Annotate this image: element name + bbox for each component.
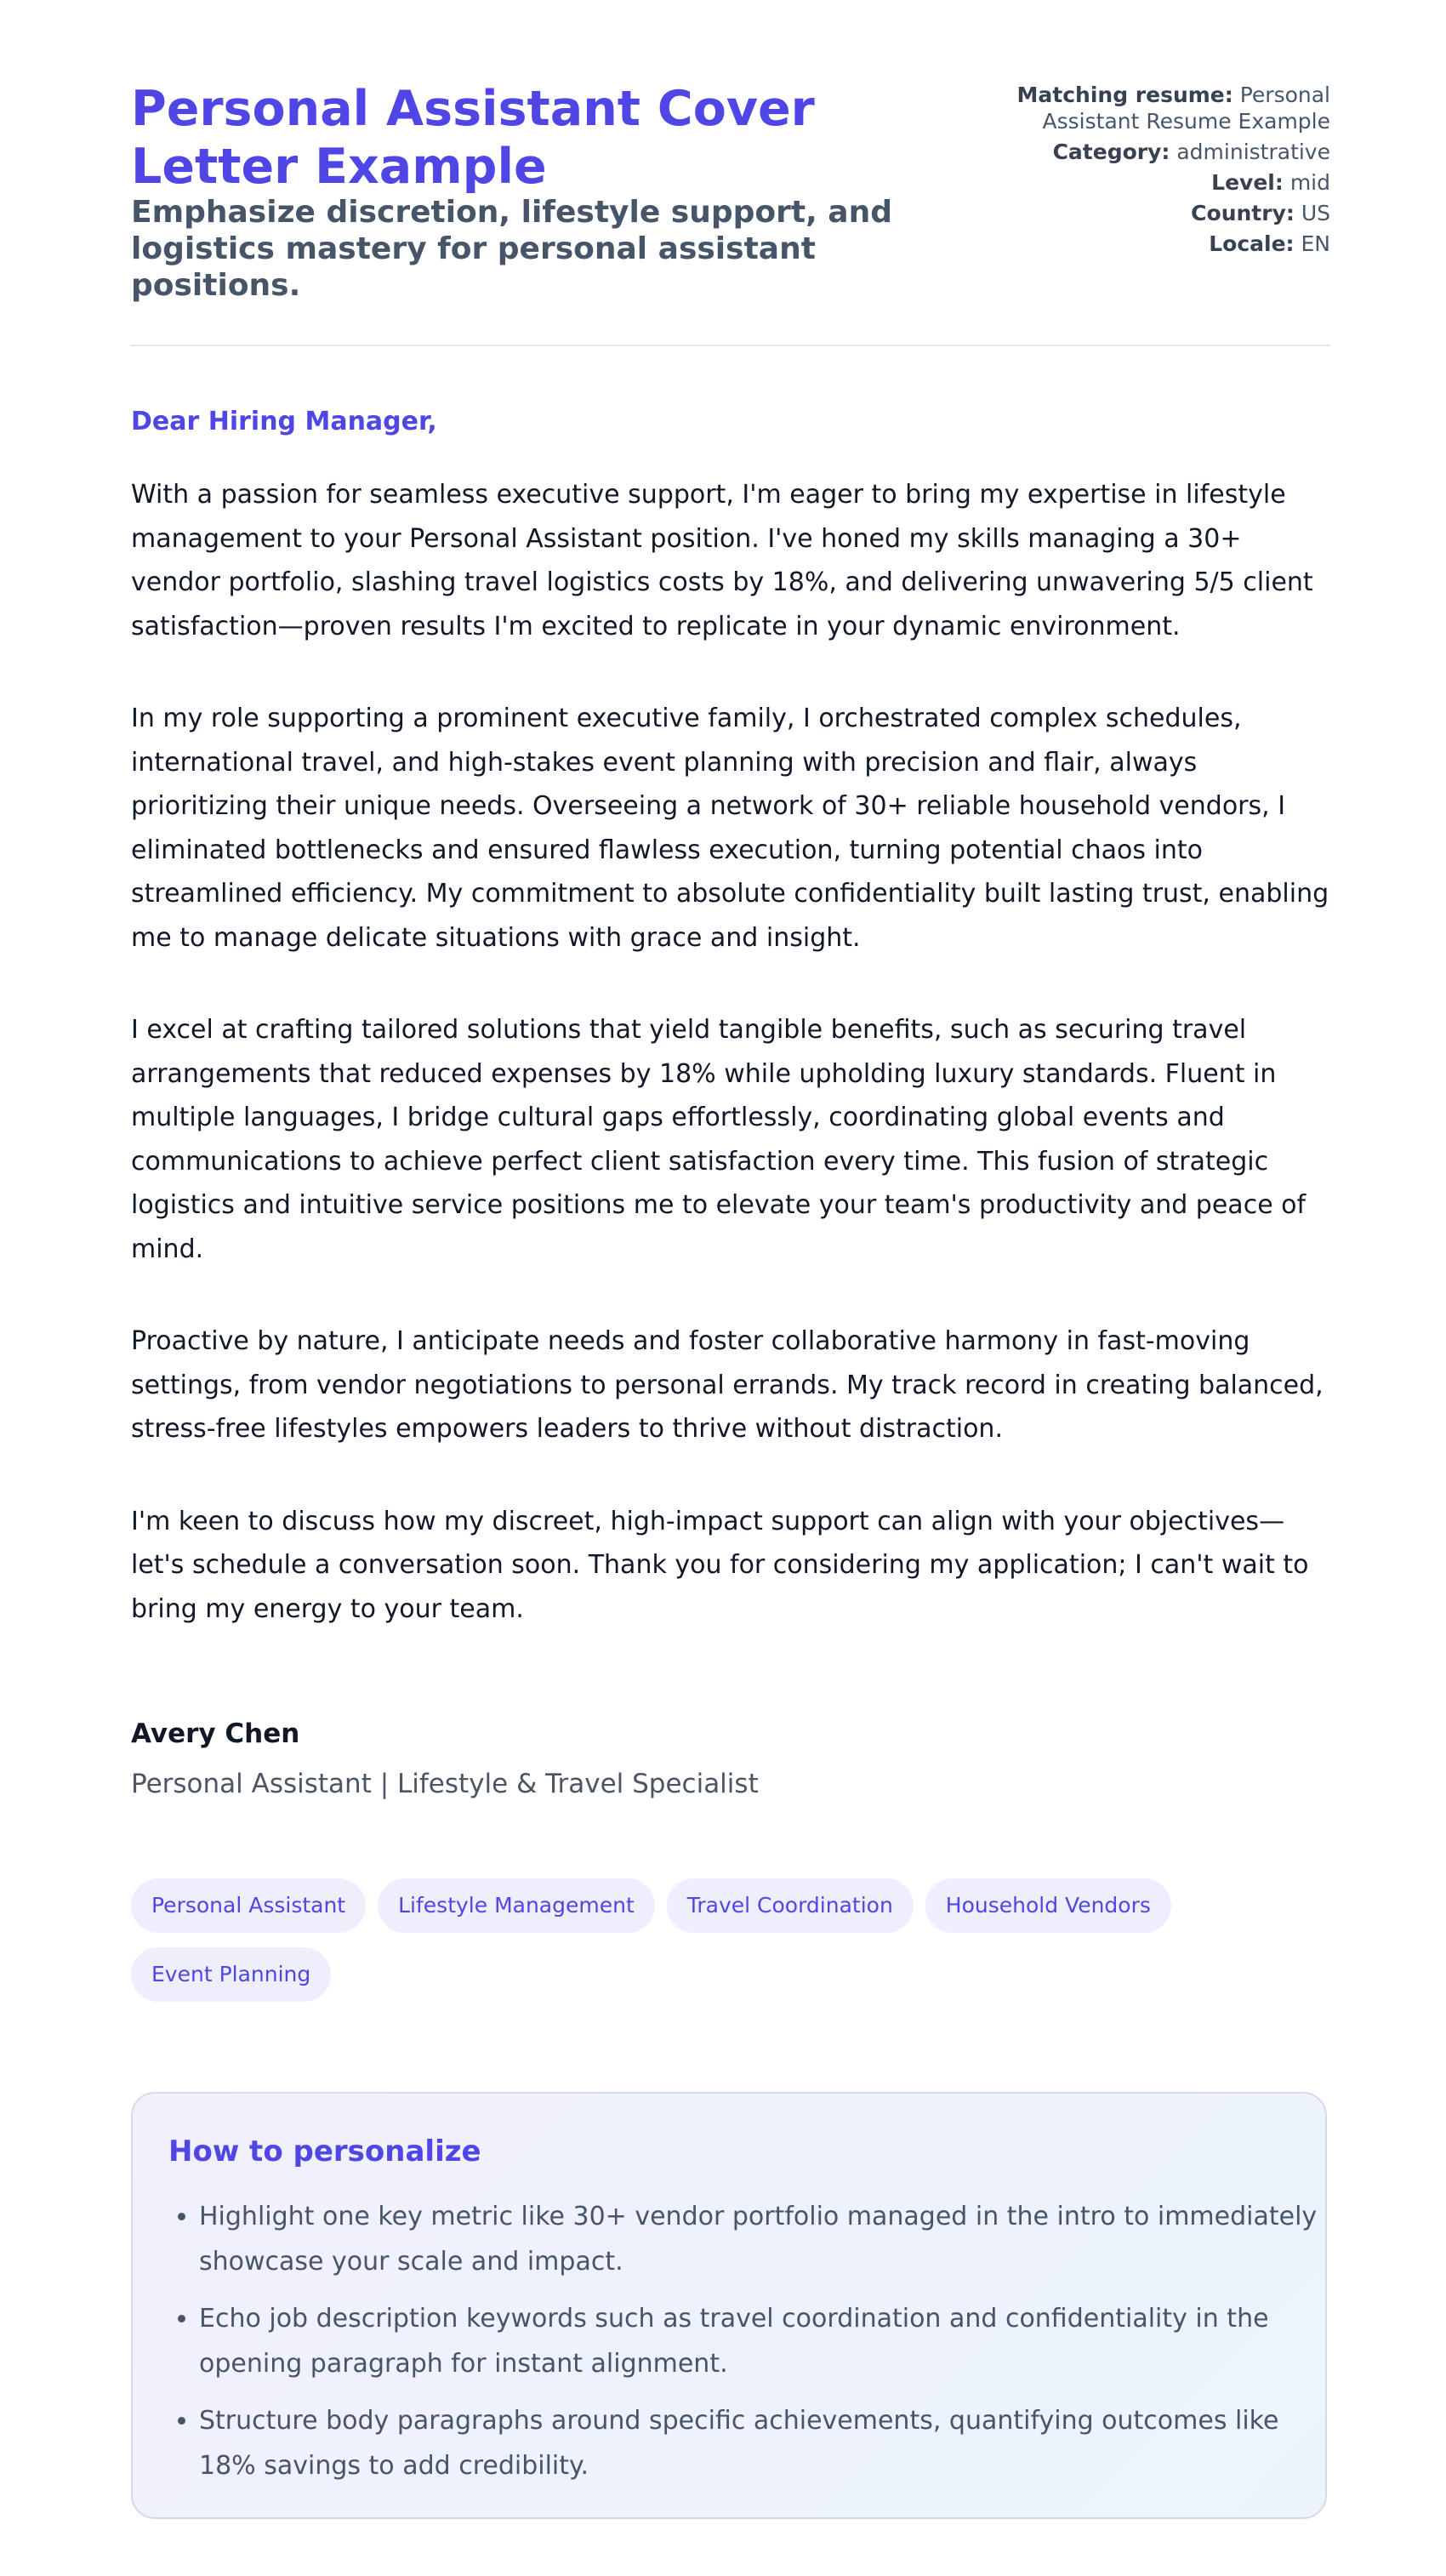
content-column [131, 0, 1330, 2481]
letter-paragraph: In my role supporting a prominent executive family, I orchestrated complex schedules, international travel, and high-stakes event planning with precision and flair, always prioritizing their unique needs. Overseeing a network of 30+ reliable household vendors, I eliminated bottlenecks and ensured flawless execution, turning potential chaos into streamlined efficiency. My commitment to absolute confidentiality built lasting trust, enabling me to manage delicate situations with grace and insight. [131, 704, 1329, 953]
meta-value: EN [1301, 231, 1330, 256]
letter-paragraph: I excel at crafting tailored solutions that yield tangible benefits, such as securing travel arrangements that reduced expenses by 18% while upholding luxury standards. Fluent in multiple languages, I bridge cultural gaps effortlessly, coordinating global events and communications to achieve perfect client satisfaction every time. This fusion of strategic logistics and intuitive service positions me to elevate your team's productivity and peace of mind. [131, 1015, 1307, 1264]
tag-chip: Lifestyle Management [378, 1878, 655, 1933]
tag-chip: Travel Coordination [667, 1878, 914, 1933]
meta-value: US [1301, 201, 1330, 225]
personalize-tips-card [131, 2092, 1327, 2519]
tag-chip: Household Vendors [925, 1878, 1171, 1933]
meta-label: Level: [1211, 170, 1284, 195]
meta-label: Category: [1052, 140, 1170, 164]
metadata-panel [990, 82, 1330, 261]
meta-matching-resume [990, 82, 1330, 134]
meta-value: Personal Assistant Resume Example [1042, 83, 1330, 134]
meta-category [990, 139, 1330, 165]
page-subtitle: Emphasize discretion, lifestyle support, and logistics mastery for personal assistant positions. [131, 195, 892, 303]
meta-label: Country: [1191, 201, 1295, 225]
tip-item: • Structure body paragraphs around specific achievements, quantifying outcomes like 18% savings to add credibility. [199, 2398, 1322, 2488]
tip-item: • Echo job description keywords such as travel coordination and confidentiality in the opening paragraph for instant alignment. [199, 2296, 1322, 2386]
page-title: Personal Assistant Cover Letter Example [131, 81, 815, 195]
tips-list [168, 2194, 1322, 2500]
page-header [131, 0, 1330, 346]
meta-label: Locale: [1209, 231, 1295, 256]
signature-role: Personal Assistant | Lifestyle & Travel Specialist [131, 1769, 759, 1799]
tip-item: • Highlight one key metric like 30+ vendor portfolio managed in the intro to immediately showcase your scale and impact. [199, 2194, 1322, 2284]
meta-value: administrative [1176, 140, 1330, 164]
letter-body [131, 473, 1330, 1679]
signature-name: Avery Chen [131, 1718, 300, 1749]
meta-label: Matching resume: [1016, 83, 1233, 107]
meta-country [990, 200, 1330, 226]
tag-list [131, 1878, 1330, 2016]
letter-paragraph: With a passion for seamless executive support, I'm eager to bring my expertise in lifestyle management to your Personal Assistant position. I've honed my skills managing a 30+ vendor portfolio, slashing travel logistics costs by 18%, and delivering unwavering 5/5 client satisfaction—proven results I'm excited to replicate in your dynamic environment. [131, 480, 1313, 641]
meta-locale [990, 231, 1330, 257]
meta-level [990, 169, 1330, 196]
letter-paragraph: I'm keen to discuss how my discreet, high-impact support can align with your objectives—let's schedule a conversation soon. Thank you for considering my application; I can't wait to bring my energy to your team. [131, 1506, 1309, 1624]
letter-salutation: Dear Hiring Manager, [131, 407, 437, 436]
meta-value: mid [1289, 170, 1330, 195]
tag-chip: Personal Assistant [131, 1878, 366, 1933]
letter-paragraph: Proactive by nature, I anticipate needs and foster collaborative harmony in fast-moving settings, from vendor negotiations to personal errands. My track record in creating balanced, stress-free lifestyles empowers leaders to thrive without distraction. [131, 1326, 1324, 1444]
tag-chip: Event Planning [131, 1947, 331, 2002]
tips-title: How to personalize [168, 2134, 481, 2169]
